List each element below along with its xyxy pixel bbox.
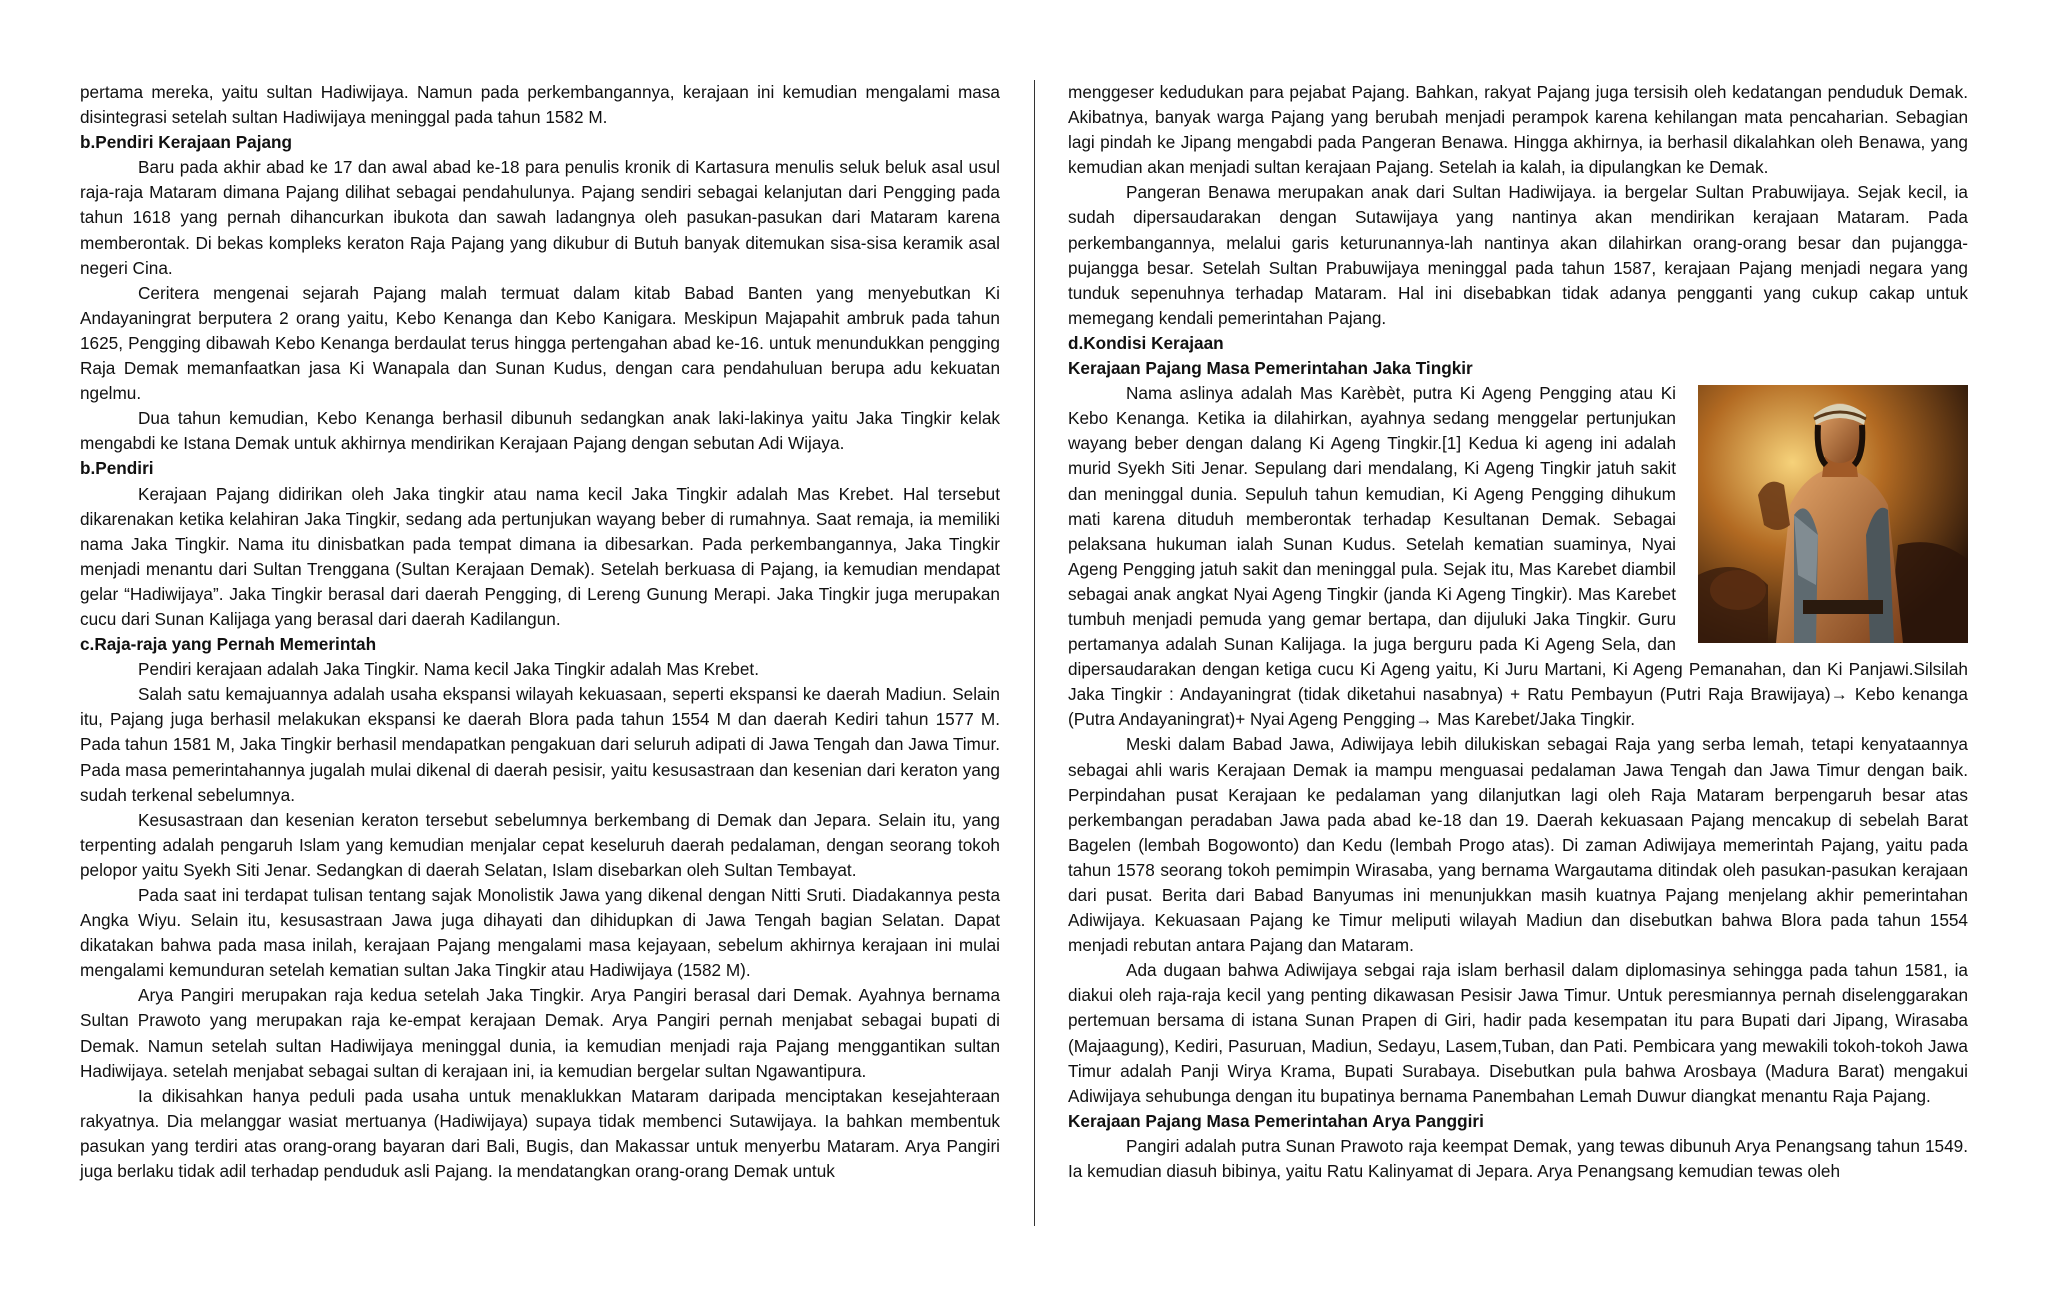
paragraph: Salah satu kemajuannya adalah usaha ekspansi wilayah kekuasaan, seperti ekspansi ke daerah Madiun. Selain itu, Pajang juga berhasil melakukan ekspansi ke daerah Blora pada tahun 1554 M dan daerah Kediri tahun 1577 M. Pada tahun 1581 M, Jaka Tingkir berhasil mendapatkan pengakuan dari seluruh adipati di Jawa Tengah dan Jawa Timur. Pada masa pemerintahannya jugalah mulai dikenal di daerah pesisir, yaitu kesusastraan dan kesenian dari keraton yang sudah terkenal sebelumnya. — [80, 684, 1000, 805]
paragraph: Ia dikisahkan hanya peduli pada usaha untuk menaklukkan Mataram daripada menciptakan kesejahteraan rakyatnya. Dia melanggar wasiat mertuanya (Hadiwijaya) supaya tidak membenci Sutawijaya. Ia bahkan membentuk pasukan yang terdiri atas orang-orang bayaran dari Bali, Bugis, dan Makassar untuk menyerbu Mataram. Arya Pangiri juga berlaku tidak adil terhadap penduduk asli Pajang. Ia mendatangkan orang-orang Demak untuk — [80, 1085, 1000, 1182]
paragraph: Ceritera mengenai sejarah Pajang malah termuat dalam kitab Babad Banten yang menyebutkan Ki Andayaningrat berputera 2 orang yaitu, Kebo Kenanga dan Kebo Kanigara. Meskipun Majapahit ambruk pada tahun 1625, Pengging dibawah Kebo Kenanga berdaulat terus hingga pertengahan abad ke-16. untuk menundukkan pengging Raja Demak memanfaatkan jasa Ki Wanapala dan Sunan Kudus, dengan cara pendahuluan berupa adu kekuatan ngelmu. — [80, 282, 1000, 404]
portrait-illustration-icon — [1698, 385, 1968, 643]
section-heading-pendiri: b.Pendiri — [80, 458, 154, 479]
subheading-jaka-tingkir: Kerajaan Pajang Masa Pemerintahan Jaka Tingkir — [1068, 358, 1473, 379]
paragraph: Kerajaan Pajang didirikan oleh Jaka tingkir atau nama kecil Jaka Tingkir adalah Mas Krebet. Hal tersebut dikarenakan ketika kelahiran Jaka Tingkir, sedang ada pertunjukan wayang beber di rumahnya. Saat remaja, ia memiliki nama Jaka Tingkir. Nama itu dinisbatkan pada tempat dimana ia dibesarkan. Pada perkembangannya, Jaka Tingkir menjadi menantu dari Sultan Trenggana (Sultan Kerajaan Demak). Setelah berkuasa di Pajang, ia kemudian mendapat gelar “Hadiwijaya”. Jaka Tingkir berasal dari daerah Pengging, di Lereng Gunung Merapi. Jaka Tingkir juga merupakan cucu dari Sunan Kalijaga yang berasal dari daerah Kadilangun. — [80, 483, 1000, 629]
paragraph: Pendiri kerajaan adalah Jaka Tingkir. Nama kecil Jaka Tingkir adalah Mas Krebet. — [138, 659, 759, 680]
paragraph: Pangeran Benawa merupakan anak dari Sultan Hadiwijaya. ia bergelar Sultan Prabuwijaya. Sejak kecil, ia sudah dipersaudarakan dengan Sutawijaya yang nantinya akan mendirikan kerajaan Mataram. Pada perkembangannya, melalui garis keturunannya-lah nantinya akan dilahirkan orang-orang besar dan pujangga-pujangga besar. Setelah Sultan Prabuwijaya meninggal pada tahun 1587, kerajaan Pajang menjadi negara yang tunduk sepenuhnya terhadap Mataram. Hal ini disebabkan tidak adanya pengganti yang cukup cakap untuk memegang kendali pemerintahan Pajang. — [1068, 182, 1968, 328]
paragraph: Arya Pangiri merupakan raja kedua setelah Jaka Tingkir. Arya Pangiri berasal dari Demak. Ayahnya bernama Sultan Prawoto yang merupakan raja ke-empat kerajaan Demak. Arya Pangiri pernah menjabat sebagai bupati di Demak. Namun setelah sultan Hadiwijaya meninggal dunia, ia kemudian menjadi raja Pajang menggantikan sultan Hadiwijaya. setelah menjabat sebagai sultan di kerajaan ini, ia kemudian bergelar sultan Ngawantipura. — [80, 985, 1000, 1081]
left-column — [80, 80, 1000, 1184]
paragraph: Ada dugaan bahwa Adiwijaya sebgai raja islam berhasil dalam diplomasinya sehingga pada tahun 1581, ia diakui oleh raja-raja kecil yang penting dikawasan Pesisir Jawa Timur. Untuk peresmiannya pernah diselenggarakan pertemuan bersama di istana Sunan Prapen di Giri, hadir pada kesempatan itu para Bupati dari Jipang, Wirasaba (Majaagung), Kediri, Pasuruan, Madiun, Sedayu, Lasem,Tuban, dan Pati. Pembicara yang mewakili tokoh-tokoh Jawa Timur adalah Panji Wirya Krama, Bupati Surabaya. Disebutkan pula bahwa Arosbaya (Madura Barat) mengakui Adiwijaya sehubunga dengan itu bupatinya bernama Panembahan Lemah Duwur diangkat menantu Raja Pajang. — [1068, 960, 1968, 1106]
paragraph: pertama mereka, yaitu sultan Hadiwijaya. Namun pada perkembangannya, kerajaan ini kemudian mengalami masa disintegrasi setelah sultan Hadiwijaya meninggal pada tahun 1582 M. — [80, 82, 1000, 128]
paragraph: Dua tahun kemudian, Kebo Kenanga berhasil dibunuh sedangkan anak laki-lakinya yaitu Jaka Tingkir kelak mengabdi ke Istana Demak untuk akhirnya mendirikan Kerajaan Pajang dengan sebutan Adi Wijaya. — [80, 408, 1000, 454]
paragraph: Nama aslinya adalah Mas Karèbèt, putra Ki Ageng Pengging atau Ki Kebo Kenanga. Ketika ia dilahirkan, ayahnya sedang menggelar pertunjukan wayang beber dengan dalang Ki Ageng Tingkir.[1] Kedua ki ageng ini adalah murid Syekh Siti Jenar. Sepulang dari mendalang, Ki Ageng Tingkir jatuh sakit dan meninggal dunia. Sepuluh tahun kemudian, Ki Ageng Pengging dihukum mati karena dituduh memberontak terhadap Kesultanan Demak. Sebagai pelaksana hukuman ialah Sunan Kudus. Setelah kematian suaminya, Nyai Ageng Pengging jatuh sakit dan meninggal pula. Sejak itu, Mas Karebet diambil sebagai anak angkat Nyai Ageng Tingkir (janda Ki Ageng Tingkir). Mas Karebet tumbuh menjadi pemuda yang gemar bertapa, dan dijuluki Jaka Tingkir. Guru pertamanya adalah Sunan Kalijaga. Ia juga berguru pada Ki Ageng Sela, dan dipersaudarakan dengan ketiga cucu Ki Ageng yaitu, Ki Juru Martani, Ki Ageng Pemanahan, dan Ki Panjawi.Silsilah Jaka Tingkir : Andayaningrat (tidak diketahui nasabnya) + Ratu Pembayun (Putri Raja Brawijaya)→ Kebo kenanga (Putra Andayaningrat)+ Nyai Ageng Pengging→ Mas Karebet/Jaka Tingkir. — [1068, 383, 1968, 730]
jaka-tingkir-portrait — [1698, 385, 1968, 643]
column-divider — [1034, 80, 1035, 1226]
subheading-arya-panggiri: Kerajaan Pajang Masa Pemerintahan Arya Panggiri — [1068, 1110, 1484, 1131]
paragraph: menggeser kedudukan para pejabat Pajang. Bahkan, rakyat Pajang juga tersisih oleh kedatangan penduduk Demak. Akibatnya, banyak warga Pajang yang berubah menjadi perampok karena kehilangan mata pencaharian. Sebagian lagi pindah ke Jipang mengabdi pada Pangeran Benawa. Hingga akhirnya, ia berhasil dikalahkan oleh Benawa, yang kemudian akan menjadi sultan kerajaan Pajang. Setelah ia kalah, ia dipulangkan ke Demak. — [1068, 82, 1968, 178]
section-heading-raja-raja: c.Raja-raja yang Pernah Memerintah — [80, 634, 377, 655]
section-heading-kondisi: d.Kondisi Kerajaan — [1068, 332, 1224, 353]
paragraph: Pada saat ini terdapat tulisan tentang sajak Monolistik Jawa yang dikenal dengan Nitti Sruti. Diadakannya pesta Angka Wiyu. Selain itu, kesusastraan Jawa juga dihayati dan dihidupkan di Jawa Tengah bagian Selatan. Dapat dikatakan bahwa pada masa inilah, kerajaan Pajang mengalami masa kejayaan, sebelum akhirnya kerajaan ini mulai mengalami kemunduran setelah kematian sultan Jaka Tingkir atau Hadiwijaya (1582 M). — [80, 885, 1000, 981]
section-heading-pendiri-kerajaan: b.Pendiri Kerajaan Pajang — [80, 132, 293, 153]
paragraph: Pangiri adalah putra Sunan Prawoto raja keempat Demak, yang tewas dibunuh Arya Penangsang tahun 1549. Ia kemudian diasuh bibinya, yaitu Ratu Kalinyamat di Jepara. Arya Penangsang kemudian tewas oleh — [1068, 1135, 1968, 1182]
paragraph: Kesusastraan dan kesenian keraton tersebut sebelumnya berkembang di Demak dan Jepara. Selain itu, yang terpenting adalah pengaruh Islam yang kemudian menjalar cepat keseluruh daerah pedalaman, dengan seorang tokoh pelopor yaitu Syekh Siti Jenar. Sedangkan di daerah Selatan, Islam disebarkan oleh Sultan Tembayat. — [80, 809, 1000, 880]
paragraph: Meski dalam Babad Jawa, Adiwijaya lebih dilukiskan sebagai Raja yang serba lemah, tetapi kenyataannya sebagai ahli waris Kerajaan Demak ia mampu menguasai pedalaman Jawa Tengah dan Jawa Timur dengan baik. Perpindahan pusat Kerajaan ke pedalaman yang dilanjutkan lagi oleh Raja Mataram berpengaruh besar atas perkembangan peradaban Jawa pada abad ke-18 dan 19. Daerah kekuasaan Pajang mencakup di sebelah Barat Bagelen (lembah Bogowonto) dan Kedu (lembah Progo atas). Di zaman Adiwijaya memerintah Pajang, yaitu pada tahun 1578 seorang tokoh pemimpin Wirasaba, yang bernama Wargautama ditindak oleh pasukan-pasukan kerajaan dari pusat. Berita dari Babad Banyumas ini menunjukkan masih kuatnya Pajang menjelang akhir pemerintahan Adiwijaya. Kekuasaan Pajang ke Timur meliputi wilayah Madiun dan disebutkan bahwa Blora pada tahun 1554 menjadi rebutan antara Pajang dan Mataram. — [1068, 734, 1968, 956]
right-column — [1068, 80, 1968, 1184]
paragraph: Baru pada akhir abad ke 17 dan awal abad ke-18 para penulis kronik di Kartasura menulis seluk beluk asal usul raja-raja Mataram dimana Pajang dilihat sebagai pendahulunya. Pajang sendiri sebagai kelanjutan dari Pengging pada tahun 1618 yang pernah dihancurkan ibukota dan sawah ladangnya oleh pasukan-pasukan dari Mataram karena memberontak. Di bekas kompleks keraton Raja Pajang yang dikubur di Butuh banyak ditemukan sisa-sisa keramik asal negeri Cina. — [80, 157, 1000, 278]
